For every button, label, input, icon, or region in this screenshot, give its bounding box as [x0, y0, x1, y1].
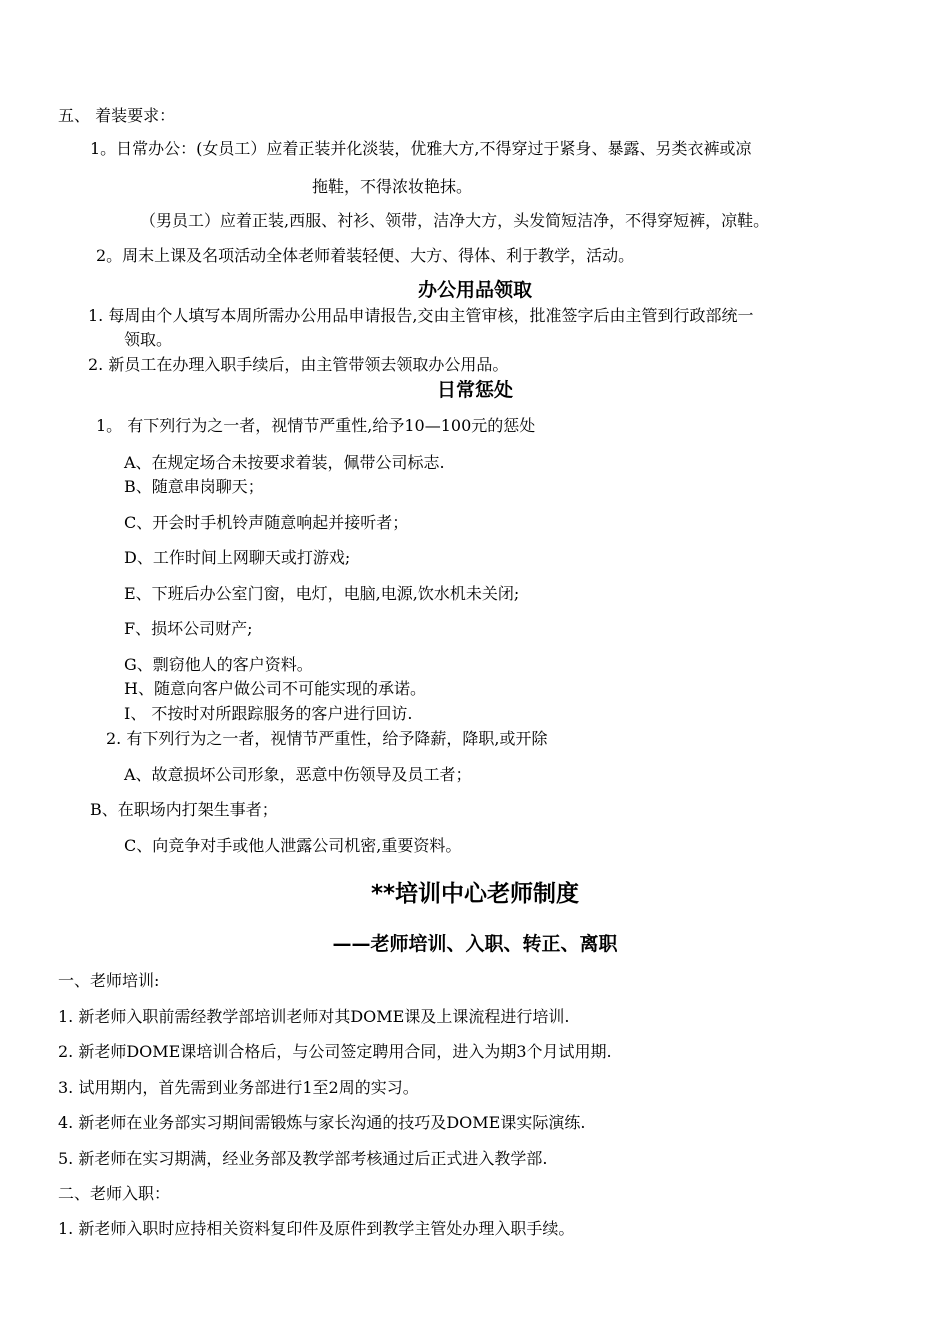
penalty-list-item: C、向竞争对手或他人泄露公司机密,重要资料。: [124, 836, 462, 855]
supplies-heading: 办公用品领取: [417, 279, 532, 301]
penalty-list-item: E、下班后办公室门窗，电灯，电脑,电源,饮水机未关闭;: [124, 584, 520, 603]
penalty-list-item: G、剽窃他人的客户资料。: [124, 655, 313, 674]
penalty-list-item: H、随意向客户做公司不可能实现的承诺。: [124, 679, 426, 698]
dress-item-1-line-2: 拖鞋，不得浓妆艳抹。: [312, 177, 473, 196]
penalty-heading: 日常惩处: [436, 379, 513, 401]
penalty-item-1: 1。 有下列行为之一者，视情节严重性,给予10—100元的惩处: [96, 416, 536, 435]
supplies-item-2: 2. 新员工在办理入职手续后，由主管带领去领取办公用品。: [88, 355, 509, 374]
training-item: 4. 新老师在业务部实习期间需锻炼与家长沟通的技巧及DOME课实际演练.: [58, 1113, 586, 1132]
training-item: 3. 试用期内，首先需到业务部进行1至2周的实习。: [58, 1078, 419, 1097]
penalty-list-item: F、损坏公司财产;: [124, 619, 253, 638]
supplies-item-1-line-2: 领取。: [124, 330, 173, 349]
dress-heading: 五、 着装要求：: [58, 106, 176, 125]
penalty-list-item: I、 不按时对所跟踪服务的客户进行回访.: [124, 704, 413, 723]
entry-item: 1. 新老师入职时应持相关资料复印件及原件到教学主管处办理入职手续。: [58, 1219, 575, 1238]
dress-item-1-line-1: 1。日常办公：(女员工）应着正装并化淡装，优雅大方,不得穿过于紧身、暴露、另类衣裤或凉: [90, 139, 752, 158]
entry-heading: 二、老师入职：: [58, 1184, 171, 1203]
penalty-list-item: A、在规定场合未按要求着装，佩带公司标志.: [124, 453, 445, 472]
teacher-system-subtitle: ——老师培训、入职、转正、离职: [332, 933, 618, 955]
training-item: 1. 新老师入职前需经教学部培训老师对其DOME课及上课流程进行培训.: [58, 1007, 570, 1026]
penalty-list-item: D、工作时间上网聊天或打游戏;: [124, 548, 351, 567]
dress-item-1-male: （男员工）应着正装,西服、衬衫、领带，洁净大方，头发简短洁净，不得穿短裤，凉鞋。: [140, 211, 770, 230]
training-item: 2. 新老师DOME课培训合格后，与公司签定聘用合同，进入为期3个月试用期.: [58, 1042, 612, 1061]
penalty-item-2: 2. 有下列行为之一者，视情节严重性，给予降薪，降职,或开除: [106, 729, 548, 748]
dress-item-2: 2。周末上课及名项活动全体老师着装轻便、大方、得体、利于教学，活动。: [96, 246, 635, 265]
teacher-system-title: **培训中心老师制度: [370, 881, 580, 907]
penalty-list-item: C、开会时手机铃声随意响起并接听者；: [124, 513, 409, 532]
training-item: 5. 新老师在实习期满，经业务部及教学部考核通过后正式进入教学部.: [58, 1149, 548, 1168]
penalty-list-item: B、在职场内打架生事者；: [90, 800, 278, 819]
penalty-list-item: A、故意损坏公司形象，恶意中伤领导及员工者；: [124, 765, 472, 784]
supplies-item-1-line-1: 1. 每周由个人填写本周所需办公用品申请报告,交由主管审核，批准签字后由主管到行政部统一: [88, 306, 754, 325]
training-heading: 一、老师培训:: [58, 971, 160, 990]
penalty-list-item: B、随意串岗聊天；: [124, 477, 264, 496]
